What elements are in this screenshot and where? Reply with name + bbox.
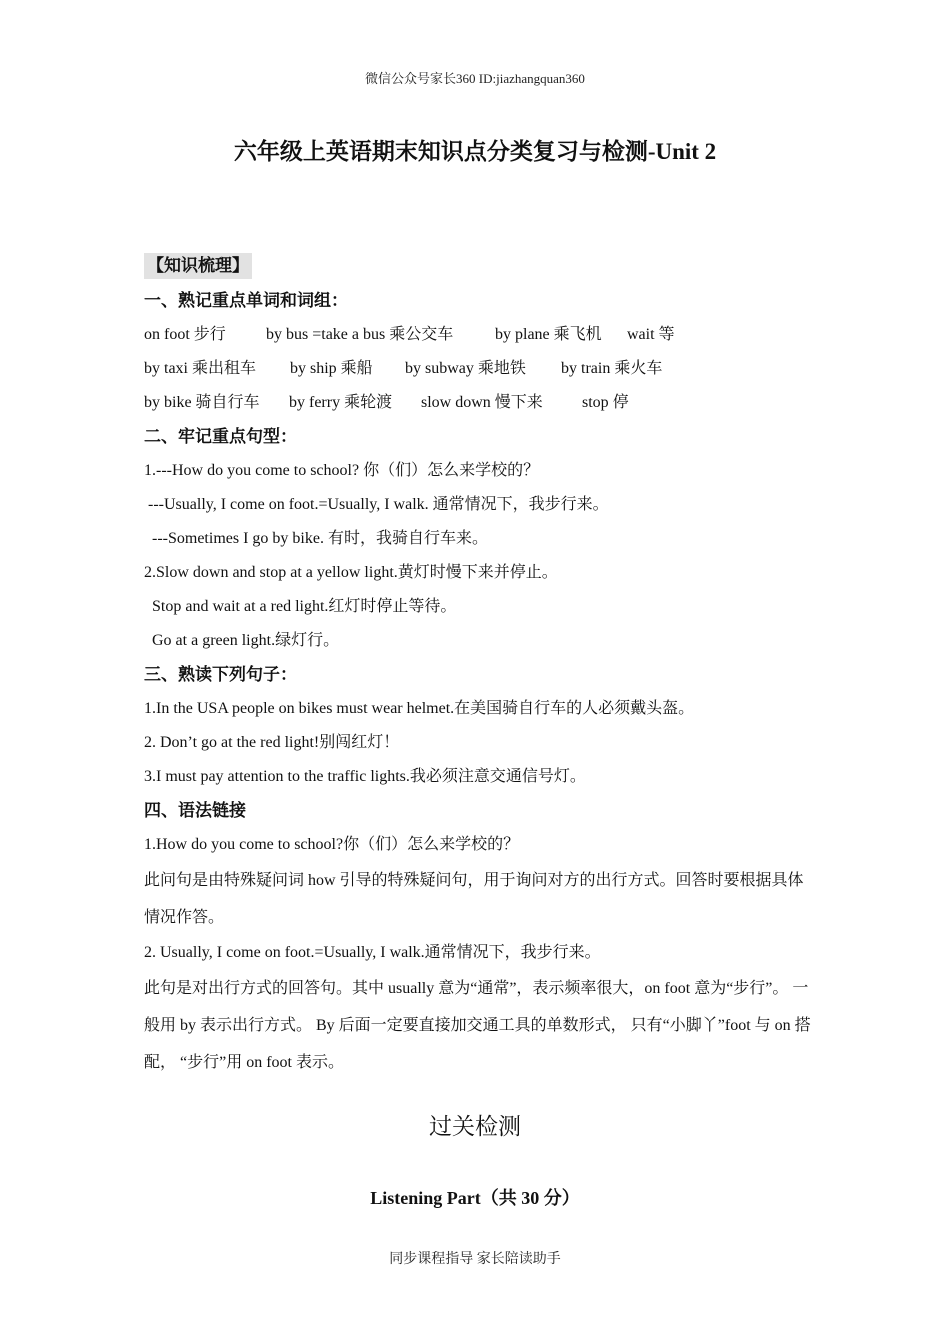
section-4-heading: 四、语法链接	[144, 801, 246, 820]
section-1-heading: 一、熟记重点单词和词组：	[144, 291, 348, 310]
vocab-row	[144, 386, 812, 420]
vocab-item: by subway 乘地铁	[405, 360, 526, 377]
grammar-question-2: 2. Usually, I come on foot.=Usually, I walk.通常情况下，我步行来。	[144, 944, 601, 961]
vocab-item: by plane 乘飞机	[495, 326, 602, 343]
vocab-item: slow down 慢下来	[421, 394, 543, 411]
vocab-item: by ship 乘船	[290, 360, 373, 377]
grammar-question-1: 1.How do you come to school?你（们）怎么来学校的？	[144, 836, 520, 853]
sentence: Stop and wait at a red light.红灯时停止等待。	[152, 598, 457, 615]
sentence: ---Sometimes I go by bike. 有时，我骑自行车来。	[152, 530, 488, 547]
reading-sentence: 2. Don’t go at the red light!别闯红灯！	[144, 734, 400, 751]
listening-part-heading: Listening Part（共 30 分）	[370, 1188, 580, 1208]
section-3-heading: 三、熟读下列句子：	[144, 665, 297, 684]
test-section-title: 过关检测	[429, 1114, 521, 1139]
grammar-explanation-1: 此问句是由特殊疑问词 how 引导的特殊疑问句，用于询问对方的出行方式。回答时要根据具体情况作答。	[144, 872, 804, 926]
vocab-item: by ferry 乘轮渡	[289, 394, 393, 411]
knowledge-badge: 【知识梳理】	[144, 253, 252, 279]
sentence: 2.Slow down and stop at a yellow light.黄灯时慢下来并停止。	[144, 564, 558, 581]
page-header: 微信公众号家长360 ID:jiazhangquan360	[365, 71, 585, 86]
vocab-item: by train 乘火车	[561, 360, 663, 377]
vocab-item: on foot 步行	[144, 326, 226, 343]
vocab-item: by bus =take a bus 乘公交车	[266, 326, 454, 343]
document-body	[144, 250, 812, 1081]
document-title: 六年级上英语期末知识点分类复习与检测-Unit 2	[233, 139, 717, 164]
sentence: 1.---How do you come to school? 你（们）怎么来学校的？	[144, 462, 540, 479]
section-2-heading: 二、牢记重点句型：	[144, 427, 297, 446]
vocab-row	[144, 352, 812, 386]
page-footer: 同步课程指导 家长陪读助手	[389, 1252, 561, 1267]
vocab-item: by bike 骑自行车	[144, 394, 260, 411]
vocab-item: wait 等	[627, 326, 675, 343]
reading-sentence: 3.I must pay attention to the traffic lights.我必须注意交通信号灯。	[144, 768, 586, 785]
vocab-item: by taxi 乘出租车	[144, 360, 256, 377]
sentence: ---Usually, I come on foot.=Usually, I walk. 通常情况下，我步行来。	[148, 496, 609, 513]
reading-sentence: 1.In the USA people on bikes must wear helmet.在美国骑自行车的人必须戴头盔。	[144, 700, 695, 717]
vocab-item: stop 停	[582, 394, 629, 411]
vocab-row	[144, 318, 812, 352]
grammar-explanation-2: 此句是对出行方式的回答句。其中 usually 意为“通常”，表示频率很大，on foot 意为“步行”。 一般用 by 表示出行方式。 By 后面一定要直接加交通工具的单数形式， 只有“小脚丫”foot 与 on 搭配， “步行”用 on foot 表示。	[144, 980, 811, 1071]
sentence: Go at a green light.绿灯行。	[152, 632, 340, 649]
